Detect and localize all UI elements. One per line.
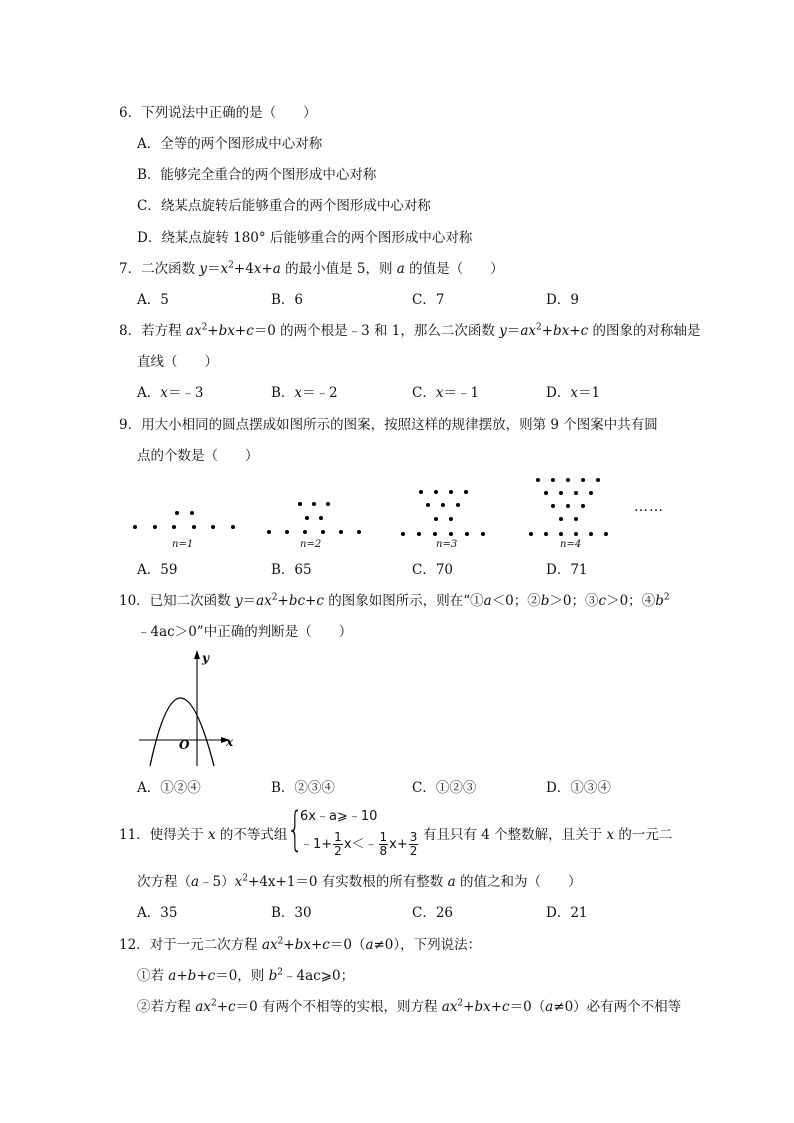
- q8-option-d: D．x＝1: [546, 385, 601, 401]
- q9-option-a: A．59: [137, 562, 178, 578]
- q8-stem-line1: 8．若方程 $ax^2+bx+c=0$ 的两个根是﹣3 和 1，那么二次函数 $y=ax^2+bx+c$ 的图象的对称轴是: [119, 322, 701, 339]
- q9-stem-line2: 点的个数是（ ）: [137, 448, 259, 464]
- pattern-3-dot: [449, 532, 453, 536]
- pattern-2-dot: [303, 530, 307, 534]
- pattern-2-dot: [339, 530, 343, 534]
- pattern-4-dot: [544, 532, 548, 536]
- pattern-2-dot: [267, 530, 271, 534]
- q10-stem-line2: ﹣4ac＞0”中正确的判断是（ ）: [137, 624, 353, 640]
- pattern-4-dot: [559, 491, 563, 495]
- q7-option-d: D．9: [546, 292, 579, 308]
- q6-option-d: D．绕某点旋转 180° 后能够重合的两个图形成中心对称: [137, 230, 473, 246]
- pattern-2-dot: [319, 516, 323, 520]
- pattern-3-dot: [465, 532, 469, 536]
- x-axis-label: x: [226, 735, 234, 749]
- pattern-3-dot: [433, 532, 437, 536]
- q11-stem-a: 11．使得关于 x 的不等式组: [119, 827, 288, 843]
- q11-option-a: A．35: [137, 905, 178, 921]
- pattern-3-dot: [449, 490, 453, 494]
- q6-option-b: B．能够完全重合的两个图形成中心对称: [137, 167, 377, 183]
- q10-option-b: B．②③④: [271, 780, 335, 796]
- q10-option-d: D．①③④: [546, 780, 611, 796]
- q9-option-d: D．71: [546, 562, 588, 578]
- pattern-2-dot: [326, 502, 330, 506]
- q11-option-c: C．26: [412, 905, 454, 921]
- pattern-4-dot: [589, 532, 593, 536]
- pattern-4-dot: [559, 517, 563, 521]
- pattern-ellipsis: ……: [634, 499, 664, 515]
- pattern-4-dot: [529, 532, 533, 536]
- q8-stem-line2: 直线（ ）: [137, 354, 218, 370]
- pattern-4-dot: [544, 491, 548, 495]
- q9-stem-line1: 9．用大小相同的圆点摆成如图所示的图案，按照这样的规律摆放，则第 9 个图案中共有圆: [119, 417, 658, 433]
- system-brace: {: [287, 802, 304, 856]
- q12-stem: 12．对于一元二次方程 $ax^2+bx+c=0(a\ne 0)$，下列说法：: [119, 936, 482, 953]
- q7-option-a: A．5: [137, 292, 169, 308]
- pattern-1-dot: [153, 525, 157, 529]
- y-axis-arrow-icon: [194, 650, 200, 659]
- pattern-1-dot: [172, 525, 176, 529]
- q6-option-a: A．全等的两个图形成中心对称: [137, 136, 323, 152]
- pattern-4-dot: [574, 517, 578, 521]
- q11-stem-line2: 次方程$(a﹣5)x^2+4x+1=0$ 有实数根的所有整数 a 的值之和为（ ）: [137, 873, 582, 890]
- pattern-3-dot: [434, 490, 438, 494]
- q11-option-d: D．21: [546, 905, 588, 921]
- q11-stem-b: 有且只有 4 个整数解，且关于 x 的一元二: [423, 827, 673, 843]
- inequality-1: 6x﹣a⩾﹣10: [300, 809, 378, 824]
- pattern-3-dot: [449, 517, 453, 521]
- pattern-4-dot: [566, 504, 570, 508]
- pattern-2-dot: [305, 516, 309, 520]
- pattern-3-dot: [464, 490, 468, 494]
- pattern-1-dot: [133, 525, 137, 529]
- q9-option-b: B．65: [271, 562, 312, 578]
- pattern-4-dot: [574, 491, 578, 495]
- q8-option-c: C．x＝﹣1: [412, 385, 480, 401]
- pattern-2-dot: [321, 530, 325, 534]
- y-axis-label: y: [202, 651, 209, 665]
- pattern-4-dot: [551, 478, 555, 482]
- pattern-2-dot: [312, 502, 316, 506]
- pattern-3-dot: [434, 517, 438, 521]
- pattern-caption-1: n=1: [172, 539, 194, 550]
- pattern-2-dot: [298, 502, 302, 506]
- q10-option-a: A．①②④: [137, 780, 201, 796]
- pattern-caption-2: n=2: [300, 539, 322, 550]
- pattern-3-dot: [481, 532, 485, 536]
- q7-stem: 7．二次函数 $y=x^2+4x+a$ 的最小值是 5，则 a 的值是（ ）: [119, 260, 504, 277]
- pattern-3-dot: [456, 503, 460, 507]
- pattern-1-dot: [231, 525, 235, 529]
- pattern-4-dot: [566, 478, 570, 482]
- origin-label: O: [179, 738, 190, 752]
- q6-stem: 6．下列说法中正确的是（ ）: [119, 105, 317, 121]
- pattern-3-dot: [426, 503, 430, 507]
- pattern-4-dot: [536, 478, 540, 482]
- pattern-2-dot: [285, 530, 289, 534]
- parabola-graph: [136, 648, 248, 770]
- q11-option-b: B．30: [271, 905, 312, 921]
- q12-item-2: ②若方程 $ax^2+c=0$ 有两个不相等的实根，则方程 $ax^2+bx+c=0(a\ne 0)$必有两个不相等: [137, 998, 682, 1015]
- pattern-4-dot: [581, 478, 585, 482]
- pattern-caption-3: n=3: [436, 539, 458, 550]
- pattern-4-dot: [581, 504, 585, 508]
- pattern-4-dot: [596, 478, 600, 482]
- q10-stem-line1: 10．已知二次函数 $y=ax^2+bc+c$ 的图象如图所示，则在“①a＜0；②b＞0；③c＞0；$④b^2$: [119, 592, 670, 609]
- q7-option-b: B．6: [271, 292, 304, 308]
- q6-option-c: C．绕某点旋转后能够重合的两个图形成中心对称: [137, 198, 431, 214]
- pattern-4-dot: [551, 504, 555, 508]
- pattern-4-dot: [574, 532, 578, 536]
- q7-option-c: C．7: [412, 292, 445, 308]
- pattern-3-dot: [441, 503, 445, 507]
- pattern-3-dot: [419, 490, 423, 494]
- pattern-caption-4: n=4: [560, 539, 582, 550]
- pattern-4-dot: [559, 532, 563, 536]
- q12-item-1: ①若 a+b+c＝0，则 $b^2﹣4ac⩾0$；: [137, 967, 355, 984]
- q10-option-c: C．①②③: [412, 780, 477, 796]
- pattern-1-dot: [175, 511, 179, 515]
- q8-option-a: A．x＝﹣3: [137, 385, 204, 401]
- pattern-3-dot: [401, 532, 405, 536]
- q8-option-b: B．x＝﹣2: [271, 385, 338, 401]
- inequality-2: ﹣1+ $\frac{1}{2}$ x＜﹣ $\frac{1}{8}$ x+ $\frac{3}{2}$: [300, 830, 418, 858]
- q9-option-c: C．70: [412, 562, 454, 578]
- pattern-1-dot: [190, 511, 194, 515]
- pattern-1-dot: [192, 525, 196, 529]
- pattern-2-dot: [357, 530, 361, 534]
- pattern-4-dot: [604, 532, 608, 536]
- pattern-3-dot: [417, 532, 421, 536]
- pattern-4-dot: [589, 491, 593, 495]
- pattern-1-dot: [211, 525, 215, 529]
